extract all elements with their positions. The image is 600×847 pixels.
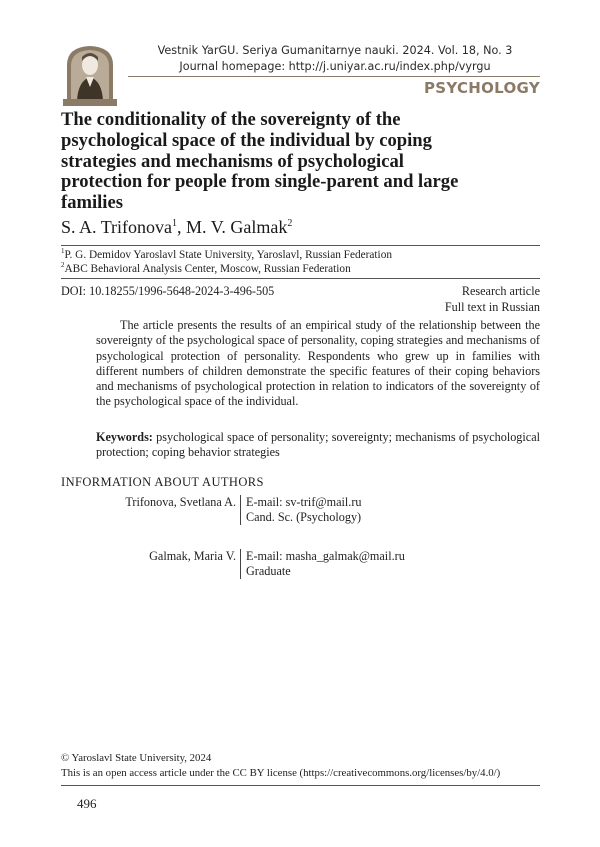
author-degree: Graduate [246, 564, 291, 579]
affiliation-mark: 2 [61, 261, 65, 270]
journal-homepage: Journal homepage: http://j.uniyar.ac.ru/index.php/vyrgu [179, 60, 491, 73]
author-list [61, 217, 292, 238]
section-label: PSYCHOLOGY [423, 79, 540, 97]
author-separator: , [177, 217, 187, 237]
journal-citation: Vestnik YarGU. Seriya Gumanitarnye nauki. 2024. Vol. 18, No. 3 [157, 44, 513, 57]
author-affiliation-mark: 2 [287, 218, 293, 229]
author-email: E-mail: masha_galmak@mail.ru [246, 549, 405, 563]
authors-info-heading: INFORMATION ABOUT AUTHORS [61, 475, 264, 489]
copyright: © Yaroslavl State University, 2024 [61, 752, 212, 764]
author-degree: Cand. Sc. (Psychology) [246, 510, 362, 525]
author-name: M. V. Galmak [186, 217, 288, 237]
article-type: Research article [461, 284, 540, 298]
keywords-label: Keywords: [96, 430, 153, 444]
affiliation-text: P. G. Demidov Yaroslavl State University, Yaroslavl, Russian Federation [64, 249, 392, 261]
affiliation-text: ABC Behavioral Analysis Center, Moscow, Russian Federation [64, 263, 351, 275]
affiliation-mark: 1 [61, 247, 65, 256]
author-info-details [246, 549, 405, 580]
author-name: S. A. Trifonova [61, 217, 173, 237]
doi: DOI: 10.18255/1996-5648-2024-3-496-505 [61, 284, 275, 298]
author-info-name: Trifonova, Svetlana A. [125, 495, 236, 509]
affiliation-2 [61, 263, 351, 275]
article-language: Full text in Russian [444, 300, 540, 314]
header-divider [128, 76, 540, 77]
author-info-divider [240, 495, 241, 525]
author-info-divider [240, 549, 241, 579]
portrait-medallion-icon [61, 43, 119, 108]
affiliation-1 [61, 249, 392, 261]
affiliation-divider-top [61, 245, 540, 246]
page-number: 496 [77, 796, 97, 811]
author-affiliation-mark: 1 [172, 218, 178, 229]
keywords [96, 430, 540, 461]
author-info-name: Galmak, Maria V. [149, 549, 236, 563]
keywords-text: psychological space of personality; sovereignty; mechanisms of psychological protection; coping behavior strategies [96, 430, 540, 460]
footer-divider [61, 785, 540, 786]
abstract: The article presents the results of an empirical study of the relationship between the sovereignty of the psychological space of personality, coping strategies and mechanisms of psychological protection of personality. Respondents who grew up in families with different numbers of children demonstrate the specific features of their coping behaviors and mechanisms of psychological protection in relation to indicators of the sovereignty of the psychological space of the individual. [96, 318, 540, 409]
author-info-details [246, 495, 361, 526]
license: This is an open access article under the CC BY license (https://creativecommons.org/licenses/by/4.0/) [61, 767, 501, 779]
author-email: E-mail: sv-trif@mail.ru [246, 495, 362, 509]
article-title: The conditionality of the sovereignty of the psychological space of the individual by coping strategies and mechanisms of psychological protection for people from single-parent and large families [61, 109, 459, 214]
affiliation-divider-bottom [61, 278, 540, 279]
